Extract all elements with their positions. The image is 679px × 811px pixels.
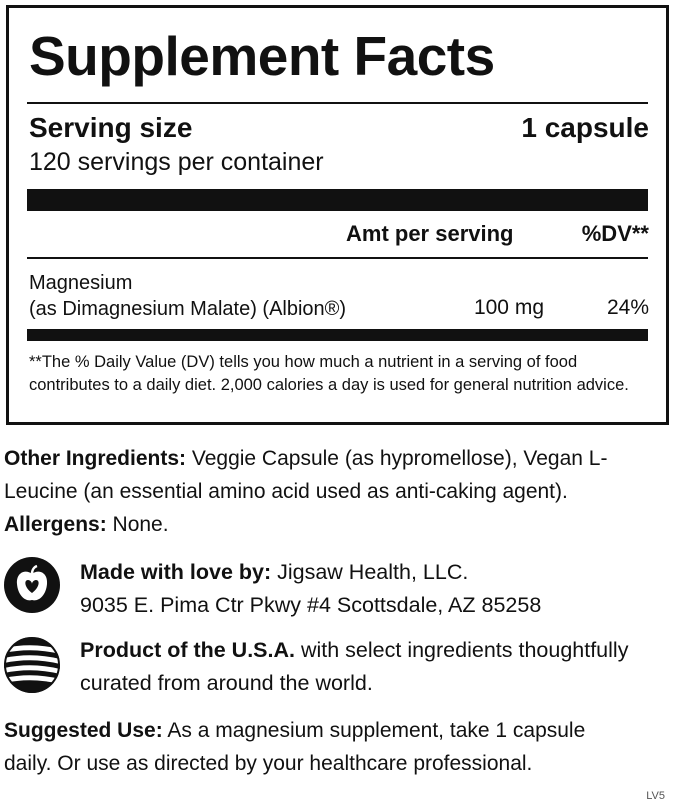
lot-code: LV5 [646,790,665,802]
divider [27,102,648,104]
made-by-info [80,556,660,622]
origin-info [80,634,660,700]
flag-icon [4,637,60,693]
suggested-use [4,714,624,780]
other-ingredients [4,442,644,541]
origin-label: Product of the U.S.A. [80,638,295,662]
dv-footnote: **The % Daily Value (DV) tells you how much a nutrient in a serving of food contributes to a daily diet. 2,000 calories a day is used for general nutrition advice. [29,353,629,394]
supplement-facts-panel [6,5,669,425]
nutrient-amount: 100 mg [473,296,544,319]
medium-divider [27,329,648,341]
nutrient-name-line2: (as Dimagnesium Malate) (Albion®) [29,298,347,320]
serving-size-value: 1 capsule [521,112,649,143]
suggested-use-label: Suggested Use: [4,719,163,742]
nutrient-name-line1: Magnesium [29,272,133,294]
dv-header: %DV** [581,221,649,246]
serving-size-label: Serving size [29,112,193,143]
panel-title: Supplement Facts [29,25,495,87]
serving-size-row [29,112,649,146]
made-by-company: Jigsaw Health, LLC. [271,560,469,584]
allergens-label: Allergens: [4,513,107,536]
apple-heart-icon [4,557,60,613]
suggested-use-text: As a magnesium supplement, take 1 capsule daily. Or use as directed by your healthcare professional. [4,719,586,775]
nutrient-name [29,270,346,322]
made-by-label: Made with love by: [80,560,272,584]
other-ingredients-text: Veggie Capsule (as hypromellose), Vegan L-Leucine (an essential amino acid used as anti-caking agent). [4,447,608,503]
origin-text: with select ingredients thoughtfully curated from around the world. [80,638,629,695]
amount-header: Amt per serving [346,221,514,246]
thick-divider [27,189,648,211]
allergens-text: None. [106,513,169,536]
divider [27,257,648,259]
servings-per-container: 120 servings per container [29,148,324,176]
other-ingredients-label: Other Ingredients: [4,447,187,470]
made-by-address: 9035 E. Pima Ctr Pkwy #4 Scottsdale, AZ 85258 [80,593,542,617]
nutrient-dv: 24% [606,296,649,319]
